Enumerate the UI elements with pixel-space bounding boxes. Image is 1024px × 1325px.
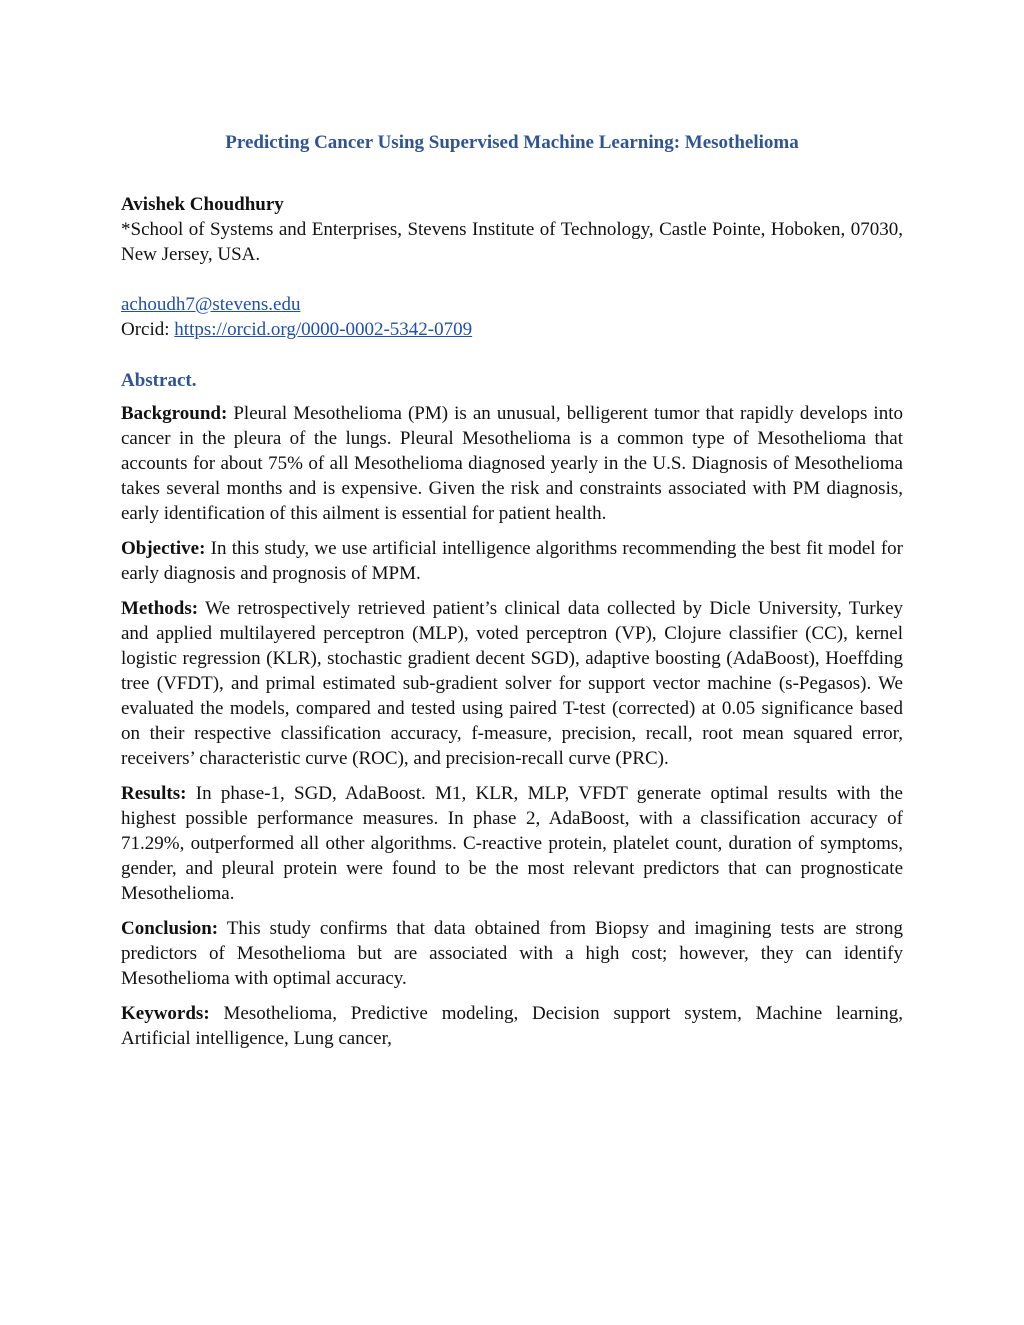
background-label: Background: <box>121 403 228 424</box>
email-link[interactable]: achoudh7@stevens.edu <box>121 294 301 315</box>
author-name: Avishek Choudhury <box>121 194 284 215</box>
methods-label: Methods: <box>121 598 199 619</box>
abstract-objective <box>121 536 903 586</box>
abstract-body <box>121 401 903 1061</box>
abstract-background <box>121 401 903 526</box>
keywords-label: Keywords: <box>121 1003 210 1024</box>
methods-text: We retrospectively retrieved patient’s clinical data collected by Dicle University, Turkey and applied multilayered perceptron (MLP), voted perceptron (VP), Clojure classifier (CC), kernel logistic regression (KLR), stochastic gradient decent SGD), adaptive boosting (AdaBoost), Hoeffding tree (VFDT), and primal estimated sub-gradient solver for support vector machine (s-Pegasos). We evaluated the models, compared and tested using paired T-test (corrected) at 0.05 significance based on their respective classification accuracy, f-measure, precision, recall, root mean squared error, receivers’ characteristic curve (ROC), and precision-recall curve (PRC). <box>121 598 903 769</box>
email-line <box>121 292 903 317</box>
paper-title: Predicting Cancer Using Supervised Machine Learning: Mesothelioma <box>225 132 799 153</box>
orcid-label: Orcid: <box>121 319 175 340</box>
objective-label: Objective: <box>121 538 206 559</box>
conclusion-text: This study confirms that data obtained from Biopsy and imagining tests are strong predictors of Mesothelioma but are associated with a high cost; however, they can identify Mesothelioma with optimal accuracy. <box>121 918 903 989</box>
conclusion-label: Conclusion: <box>121 918 219 939</box>
abstract-heading: Abstract. <box>121 370 197 391</box>
orcid-line <box>121 317 903 342</box>
keywords-text: Mesothelioma, Predictive modeling, Decision support system, Machine learning, Artificial intelligence, Lung cancer, <box>121 1003 903 1049</box>
abstract-results <box>121 781 903 906</box>
background-text: Pleural Mesothelioma (PM) is an unusual, belligerent tumor that rapidly develops into cancer in the pleura of the lungs. Pleural Mesothelioma is a common type of Mesothelioma that accounts for about 75% of all Mesothelioma diagnosed yearly in the U.S. Diagnosis of Mesothelioma takes several months and is expensive. Given the risk and constraints associated with PM diagnosis, early identification of this ailment is essential for patient health. <box>121 403 903 524</box>
results-label: Results: <box>121 783 187 804</box>
abstract-methods <box>121 596 903 771</box>
contact-block <box>121 292 903 342</box>
abstract-keywords <box>121 1001 903 1051</box>
results-text: In phase-1, SGD, AdaBoost. M1, KLR, MLP, VFDT generate optimal results with the highest possible performance measures. In phase 2, AdaBoost, with a classification accuracy of 71.29%, outperformed all other algorithms. C-reactive protein, platelet count, duration of symptoms, gender, and pleural protein were found to be the most relevant predictors that can prognosticate Mesothelioma. <box>121 783 903 904</box>
objective-text: In this study, we use artificial intelligence algorithms recommending the best fit model for early diagnosis and prognosis of MPM. <box>121 538 903 584</box>
author-affiliation: *School of Systems and Enterprises, Stevens Institute of Technology, Castle Pointe, Hoboken, 07030, New Jersey, USA. <box>121 219 903 265</box>
abstract-conclusion <box>121 916 903 991</box>
orcid-link[interactable]: https://orcid.org/0000-0002-5342-0709 <box>174 319 473 340</box>
